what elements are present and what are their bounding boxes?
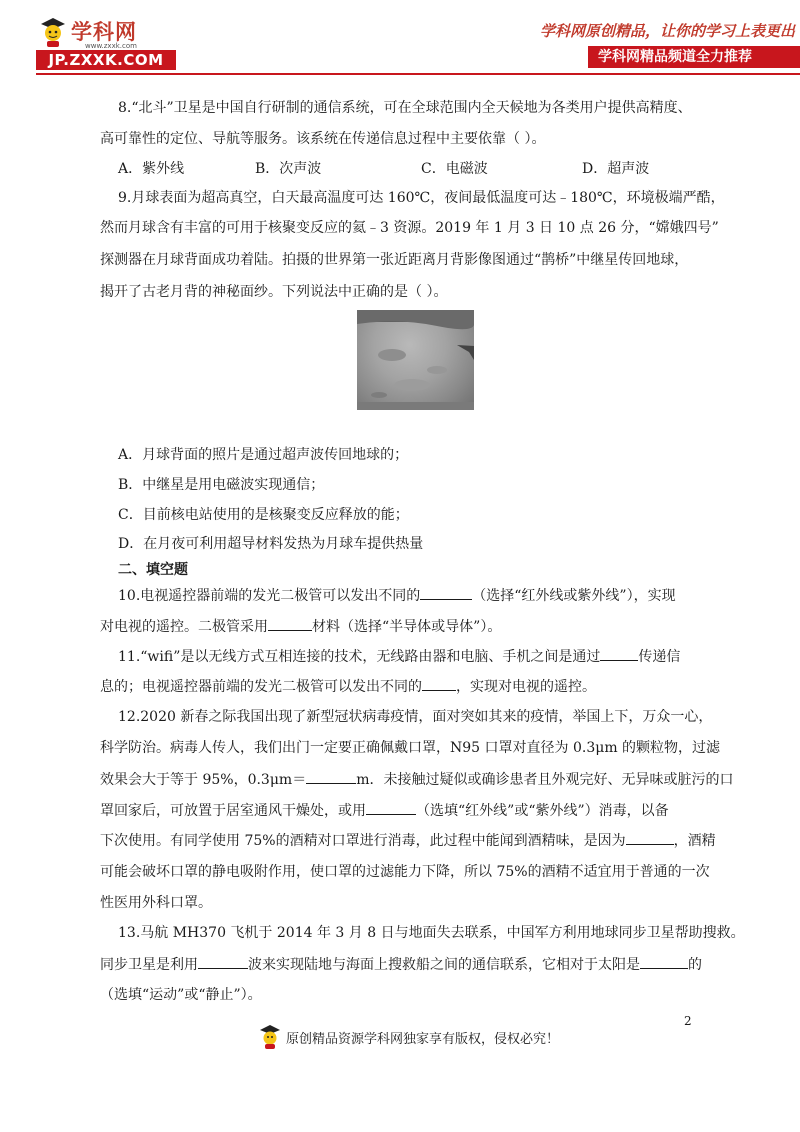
header-divider xyxy=(36,73,800,75)
q8-option-d: D．超声波 xyxy=(582,161,650,177)
q12-blank-3[interactable] xyxy=(626,830,674,845)
q8-option-c: C．电磁波 xyxy=(421,161,488,177)
footer-copyright: 原创精品资源学科网独家享有版权，侵权必究！ xyxy=(286,1032,560,1047)
q11-blank-1[interactable] xyxy=(600,646,638,661)
q13-line-2-a: 同步卫星是利用 xyxy=(100,957,198,973)
q12-line-5-b: ，酒精 xyxy=(673,833,716,849)
q9-line-3: 探测器在月球背面成功着陆。拍摄的世界第一张近距离月背影像图通过“鹊桥”中继星传回地球， xyxy=(100,252,689,268)
logo-name: 学科网 xyxy=(71,20,137,44)
q10-line-2-a: 对电视的遥控。二极管采用 xyxy=(100,619,268,635)
mascot-icon xyxy=(37,14,69,48)
q12-line-4 xyxy=(100,800,669,821)
q13-line-1: 13.马航 MH370 飞机于 2014 年 3 月 8 日与地面失去联系，中国军方利用地球同步卫星帮助搜救。 xyxy=(118,925,745,941)
site-logo xyxy=(37,16,187,48)
q11-blank-2[interactable] xyxy=(422,676,456,691)
moon-far-side-photo xyxy=(357,310,474,410)
logo-url[interactable]: JP.ZXXK.COM xyxy=(36,50,176,70)
section-title-fill-in: 二、填空题 xyxy=(118,562,188,578)
q10-line-1-a: 10.电视遥控器前端的发光二极管可以发出不同的 xyxy=(118,588,421,604)
header-slogan: 学科网原创精品，让你的学习上表更出 xyxy=(540,22,796,40)
q11-line-2 xyxy=(100,676,596,697)
q8-line-2: 高可靠性的定位、导航等服务。该系统在传递信息过程中主要依靠（ ）。 xyxy=(100,131,546,147)
q9-line-2: 然而月球含有丰富的可用于核聚变反应的氦﹣3 资源。2019 年 1 月 3 日 10 点 26 分，“嫦娥四号” xyxy=(100,220,719,236)
q9-option-c: C．目前核电站使用的是核聚变反应释放的能； xyxy=(118,507,409,523)
logo-sub: www.zxxk.com xyxy=(85,42,137,50)
q10-line-1 xyxy=(118,585,676,606)
q9-line-1: 9.月球表面为超高真空，白天最高温度可达 160℃，夜间最低温度可达﹣180℃，环境极端严酷， xyxy=(118,190,725,206)
header-slogan-bar: 学科网精品频道全力推荐 xyxy=(588,46,800,68)
q10-line-2-b: 材料（选择“半导体或导体”）。 xyxy=(312,619,502,635)
q11-line-2-a: 息的；电视遥控器前端的发光二极管可以发出不同的 xyxy=(100,679,422,695)
q12-line-2: 科学防治。病毒人传人，我们出门一定要正确佩戴口罩，N95 口罩对直径为 0.3μm 的颗粒物，过滤 xyxy=(100,740,721,756)
q13-line-2 xyxy=(100,954,702,975)
q12-line-1: 12.2020 新春之际我国出现了新型冠状病毒疫情，面对突如其来的疫情，举国上下，万众一心， xyxy=(118,709,713,725)
q11-line-1 xyxy=(118,646,680,667)
q8-line-1: 8.“北斗”卫星是中国自行研制的通信系统，可在全球范围内全天候地为各类用户提供高精度、 xyxy=(118,100,692,116)
mascot-icon xyxy=(258,1022,282,1050)
q13-line-2-c: 的 xyxy=(688,957,702,973)
q9-option-b: B．中继星是用电磁波实现通信； xyxy=(118,477,325,493)
q12-blank-2[interactable] xyxy=(366,800,416,815)
q12-line-3-a: 效果会大于等于 95%，0.3μm＝ xyxy=(100,772,307,788)
q13-line-2-b: 波来实现陆地与海面上搜救船之间的通信联系，它相对于太阳是 xyxy=(248,957,640,973)
q13-line-3: （选填“运动”或“静止”）。 xyxy=(100,987,262,1003)
q9-option-d: D．在月夜可利用超导材料发热为月球车提供热量 xyxy=(118,536,424,552)
q11-line-2-b: ，实现对电视的遥控。 xyxy=(456,679,596,695)
q10-line-1-b: （选择“红外线或紫外线”），实现 xyxy=(472,588,676,604)
q9-option-a: A．月球背面的照片是通过超声波传回地球的； xyxy=(118,447,409,463)
q12-line-3 xyxy=(100,769,734,790)
q10-line-2 xyxy=(100,616,501,637)
q12-line-5-a: 下次使用。有同学使用 75%的酒精对口罩进行消毒，此过程中能闻到酒精味，是因为 xyxy=(100,833,626,849)
q12-line-4-b: （选填“红外线”或“紫外线”）消毒，以备 xyxy=(416,803,669,819)
page-number: 2 xyxy=(684,1014,692,1028)
q11-line-1-a: 11.“wifi”是以无线方式互相连接的技术，无线路由器和电脑、手机之间是通过 xyxy=(118,649,601,665)
q9-line-4: 揭开了古老月背的神秘面纱。下列说法中正确的是（ ）。 xyxy=(100,284,448,300)
q8-option-a: A．紫外线 xyxy=(118,161,185,177)
moon-surface-graphic xyxy=(357,310,474,410)
q10-blank-1[interactable] xyxy=(420,585,472,600)
q12-line-6: 可能会破坏口罩的静电吸附作用，使口罩的过滤能力下降，所以 75%的酒精不适宜用于普通的一次 xyxy=(100,864,710,880)
q8-option-b: B．次声波 xyxy=(255,161,322,177)
q12-line-4-a: 罩回家后，可放置于居室通风干燥处，或用 xyxy=(100,803,366,819)
q13-blank-2[interactable] xyxy=(640,954,688,969)
q12-line-5 xyxy=(100,830,716,851)
q12-blank-1[interactable] xyxy=(306,769,356,784)
q10-blank-2[interactable] xyxy=(268,616,312,631)
q13-blank-1[interactable] xyxy=(198,954,248,969)
q11-line-1-b: 传递信 xyxy=(638,649,681,665)
q12-line-7: 性医用外科口罩。 xyxy=(100,895,212,911)
q12-line-3-b: m．未接触过疑似或确诊患者且外观完好、无异味或脏污的口 xyxy=(356,772,734,788)
